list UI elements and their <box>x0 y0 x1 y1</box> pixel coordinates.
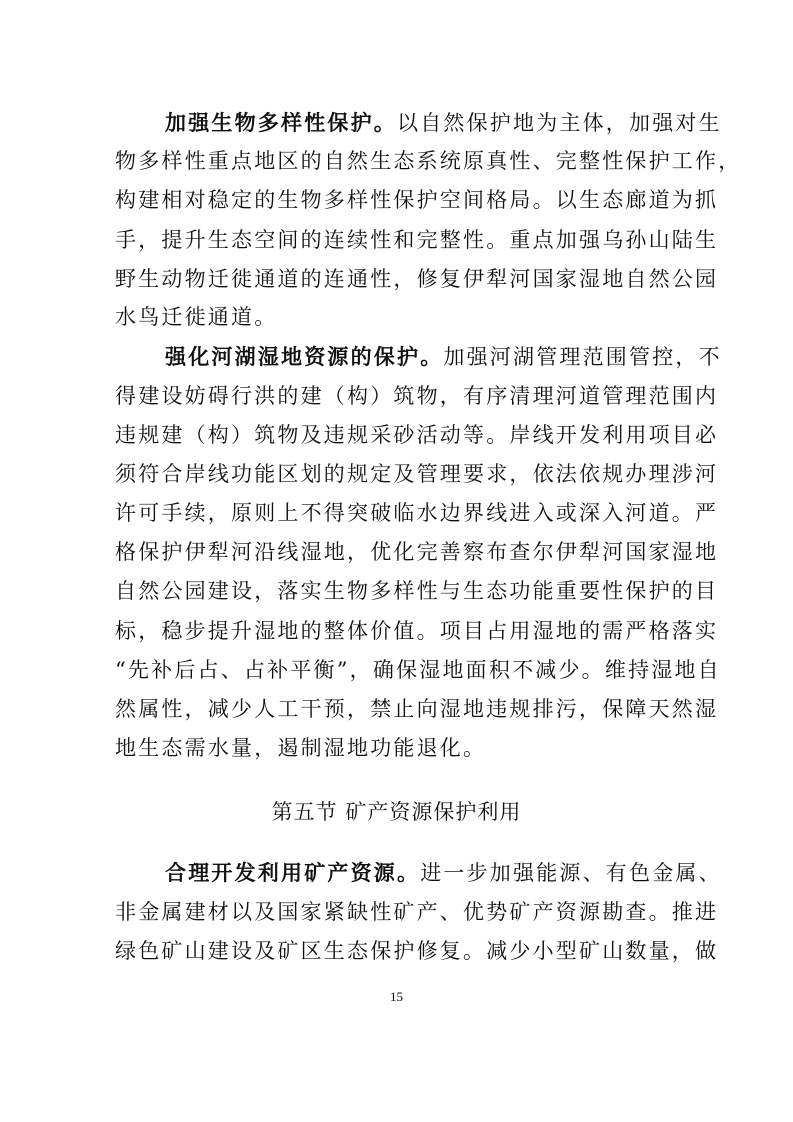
section-heading: 第五节 矿产资源保护利用 <box>271 800 522 824</box>
paragraph-1-line-2: 物多样性重点地区的自然生态系统原真性、完整性保护工作， <box>115 149 742 173</box>
paragraph-2-lead: 强化河湖湿地资源的保护。 <box>165 344 444 369</box>
paragraph-2-line-11: 地生态需水量，遏制湿地功能退化。 <box>115 736 487 760</box>
paragraph-1-lead: 加强生物多样性保护。 <box>165 110 397 135</box>
paragraph-3-line-3: 绿色矿山建设及矿区生态保护修复。减少小型矿山数量，做 <box>115 939 719 963</box>
paragraph-1-line-6: 水鸟迁徙通道。 <box>115 305 278 329</box>
paragraph-3-text: 进一步加强能源、有色金属、 <box>420 861 722 885</box>
page-number: 15 <box>390 989 403 1004</box>
paragraph-1-line-1 <box>165 108 722 138</box>
paragraph-2-text: 加强河湖管理范围管控，不 <box>443 345 722 369</box>
paragraph-2-line-8: 标，稳步提升湿地的整体价值。项目占用湿地的需严格落实 <box>115 619 719 643</box>
paragraph-2-line-1 <box>165 342 722 372</box>
paragraph-2-line-9: “先补后占、占补平衡”，确保湿地面积不减少。维持湿地自 <box>115 658 721 682</box>
paragraph-3-line-1 <box>165 858 722 888</box>
paragraph-1-line-3: 构建相对稳定的生物多样性保护空间格局。以生态廊道为抓 <box>115 188 719 212</box>
paragraph-2-line-7: 自然公园建设，落实生物多样性与生态功能重要性保护的目 <box>115 579 719 603</box>
paragraph-2-line-2: 得建设妨碍行洪的建（构）筑物，有序清理河道管理范围内 <box>115 384 719 408</box>
paragraph-2-line-4: 须符合岸线功能区划的规定及管理要求，依法依规办理涉河 <box>115 462 719 486</box>
paragraph-1-line-5: 野生动物迁徙通道的连通性，修复伊犁河国家湿地自然公园 <box>115 267 719 291</box>
paragraph-1-line-4: 手，提升生态空间的连续性和完整性。重点加强乌孙山陆生 <box>115 228 719 252</box>
paragraph-2-line-3: 违规建（构）筑物及违规采砂活动等。岸线开发利用项目必 <box>115 423 719 447</box>
paragraph-2-line-5: 许可手续，原则上不得突破临水边界线进入或深入河道。严 <box>115 501 719 525</box>
paragraph-3-line-2: 非金属建材以及国家紧缺性矿产、优势矿产资源勘查。推进 <box>115 900 719 924</box>
paragraph-2-line-10: 然属性，减少人工干预，禁止向湿地违规排污，保障天然湿 <box>115 697 719 721</box>
paragraph-1-text: 以自然保护地为主体，加强对生 <box>397 111 722 135</box>
paragraph-3-lead: 合理开发利用矿产资源。 <box>165 860 421 885</box>
paragraph-2-line-6: 格保护伊犁河沿线湿地，优化完善察布查尔伊犁河国家湿地 <box>115 540 719 564</box>
